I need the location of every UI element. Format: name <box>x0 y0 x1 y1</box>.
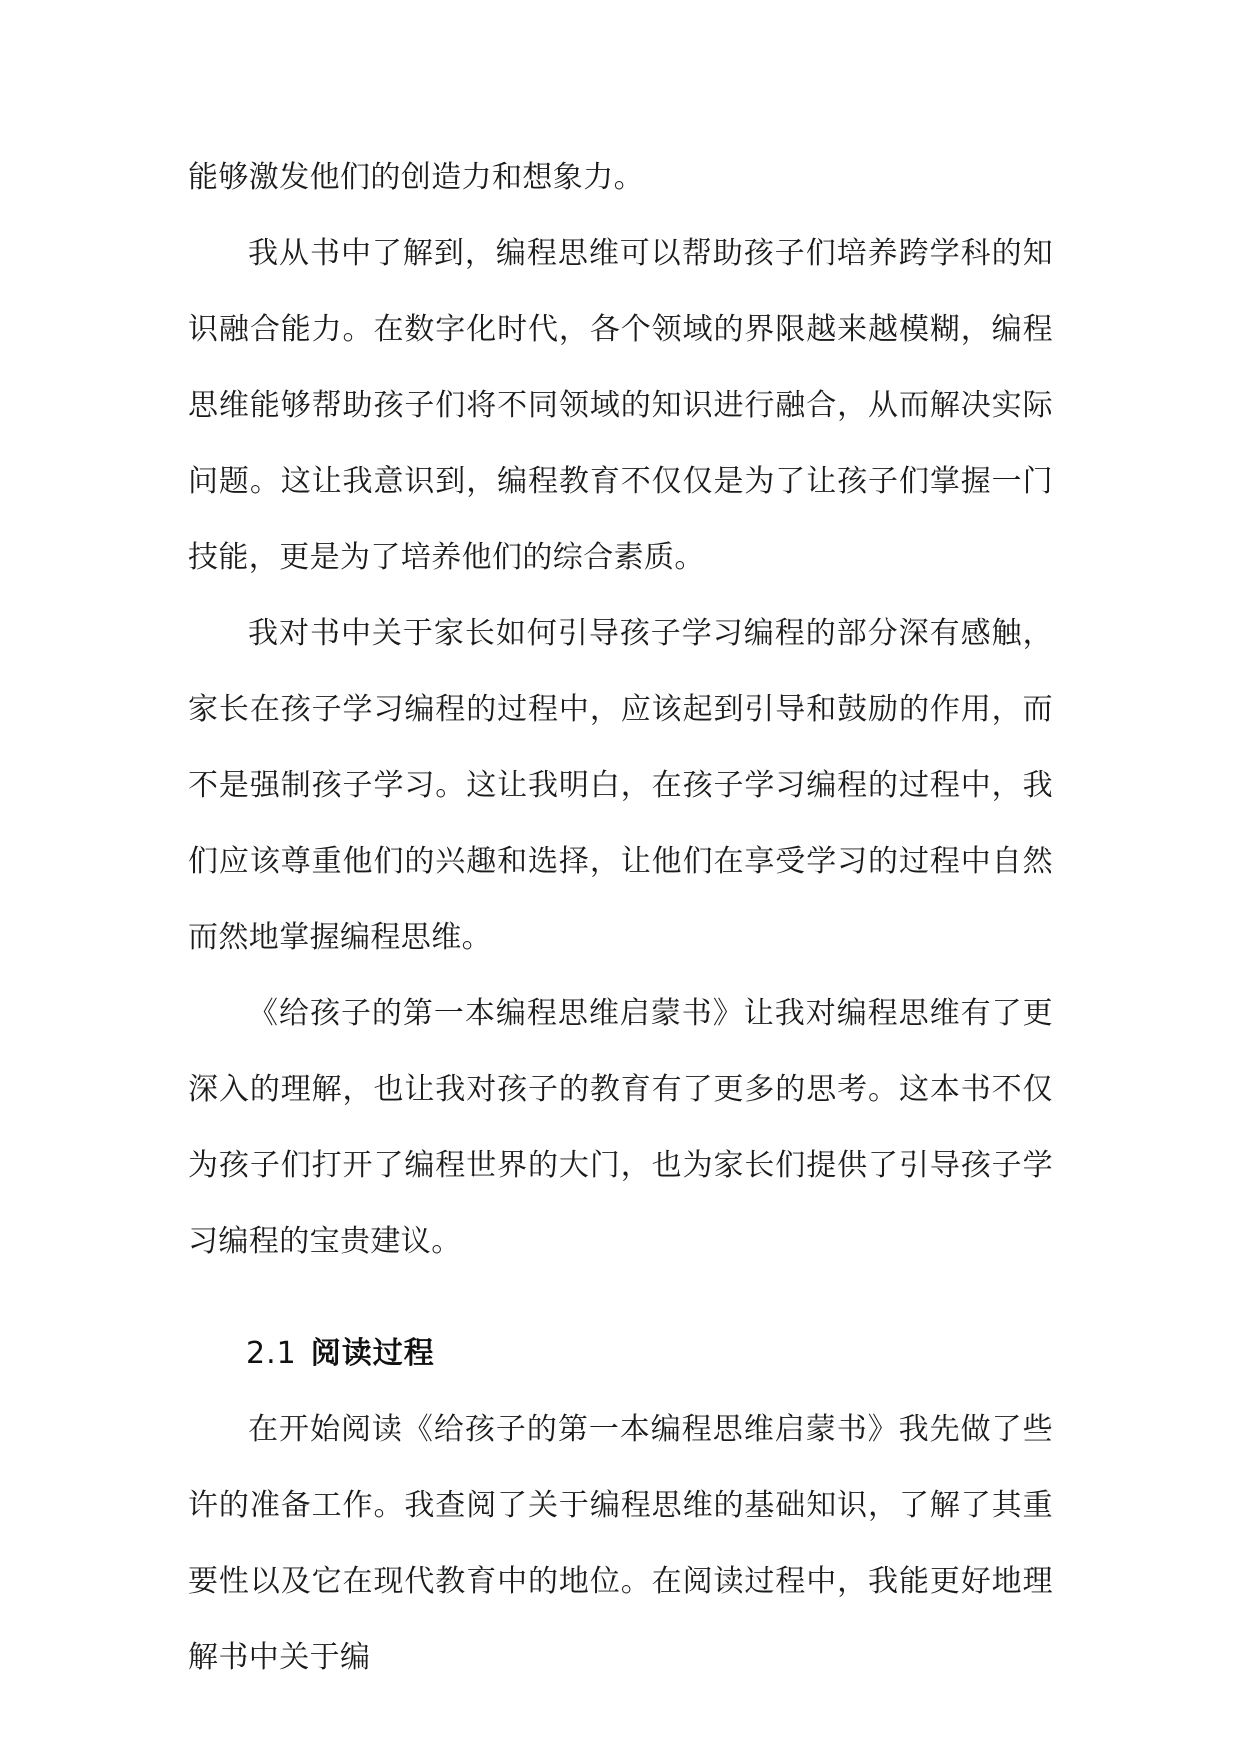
section-heading <box>188 1316 1053 1392</box>
section-title: 阅读过程 <box>310 1336 435 1371</box>
paragraph-reading-process: 在开始阅读《给孩子的第一本编程思维启蒙书》我先做了些许的准备工作。我查阅了关于编程思维的基础知识，了解了其重要性以及它在现代教育中的地位。在阅读过程中，我能更好地理解书中关于编 <box>188 1412 1053 1675</box>
section-number: 2.1 <box>246 1336 297 1371</box>
paragraph-book-summary: 《给孩子的第一本编程思维启蒙书》让我对编程思维有了更深入的理解，也让我对孩子的教育有了更多的思考。这本书不仅为孩子们打开了编程世界的大门，也为家长们提供了引导孩子学习编程的宝贵建议。 <box>188 996 1053 1259</box>
paragraph-cross-discipline: 我从书中了解到，编程思维可以帮助孩子们培养跨学科的知识融合能力。在数字化时代，各个领域的界限越来越模糊，编程思维能够帮助孩子们将不同领域的知识进行融合，从而解决实际问题。这让我意识到，编程教育不仅仅是为了让孩子们掌握一门技能，更是为了培养他们的综合素质。 <box>188 236 1053 575</box>
document-body <box>188 140 1053 1696</box>
paragraph-parent-guidance: 我对书中关于家长如何引导孩子学习编程的部分深有感触，家长在孩子学习编程的过程中，应该起到引导和鼓励的作用，而不是强制孩子学习。这让我明白，在孩子学习编程的过程中，我们应该尊重他们的兴趣和选择，让他们在享受学习的过程中自然而然地掌握编程思维。 <box>188 616 1053 955</box>
paragraph-continuation: 能够激发他们的创造力和想象力。 <box>188 160 644 195</box>
